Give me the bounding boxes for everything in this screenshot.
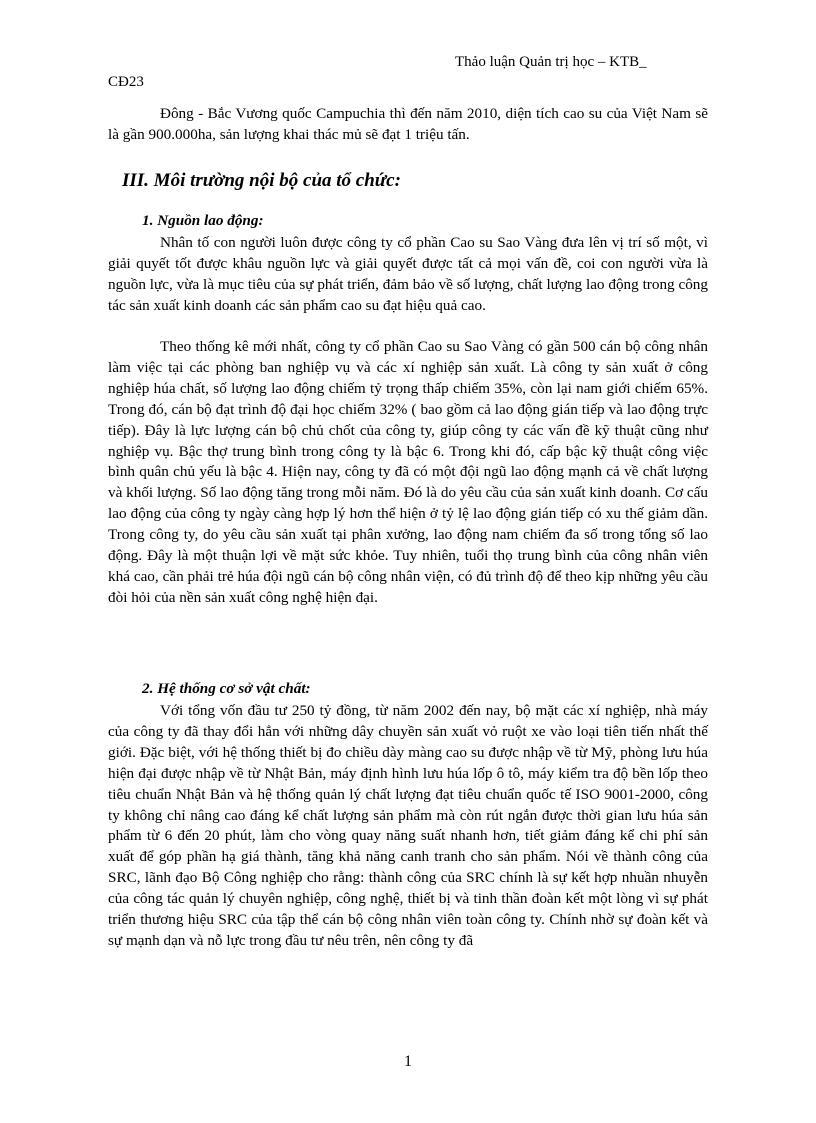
- page-number: 1: [404, 1053, 412, 1070]
- subsection-1-paragraph-1: Nhân tố con người luôn được công ty cổ phần Cao su Sao Vàng đưa lên vị trí số một, vì giải quyết tốt được khâu nguồn lực và giải quyết được tất cả mọi vấn đề, coi con người vừa là nguồn lực, vừa là mục tiêu của sự phát triển, đảm bảo về số lượng, chất lượng lao động trong công tác sản xuất kinh doanh các sản phẩm cao su đạt hiệu quả cao.: [108, 234, 708, 314]
- subsection-1-title: 1. Nguồn lao động:: [142, 212, 264, 229]
- subsection-2-paragraph-1: Với tổng vốn đầu tư 250 tỷ đồng, từ năm 2002 đến nay, bộ mặt các xí nghiệp, nhà máy của công ty đã thay đổi hẳn với những dây chuyền sản xuất vỏ ruột xe vào loại tiên tiến nhất thế giới. Đặc biệt, với hệ thống thiết bị đo chiều dày màng cao su được nhập về từ Mỹ, phòng lưu húa hiện đại được nhập về từ Nhật Bản, máy định hình lưu húa lốp ô tô, máy kiểm tra độ bền lốp theo tiêu chuẩn Nhật Bản và hệ thống quản lý chất lượng đạt tiêu chuẩn quốc tế ISO 9001-2000, công ty không chỉ nâng cao đáng kể chất lượng sản phẩm mà còn rút ngắn được thời gian lưu húa sản phẩm từ 6 đến 20 phút, làm cho vòng quay năng suất nhanh hơn, tiết giảm đáng kể chi phí sản xuất để góp phần hạ giá thành, tăng khả năng canh tranh cho sản phẩm. Nói về thành công của SRC, lãnh đạo Bộ Công nghiệp cho rằng: thành công của SRC chính là sự kết hợp nhuần nhuyễn của công tác quản lý chuyên nghiệp, công nghệ, thiết bị và tinh thần đoàn kết một lòng vì sự phát triển thương hiệu SRC của tập thể cán bộ công nhân viên toàn công ty. Chính nhờ sự đoàn kết và sự mạnh dạn và nỗ lực trong đầu tư nêu trên, nên công ty đã: [108, 702, 708, 949]
- subsection-1-paragraph-2: Theo thống kê mới nhất, công ty cổ phần Cao su Sao Vàng có gần 500 cán bộ công nhân làm việc tại các phòng ban nghiệp vụ và các xí nghiệp sản xuất. Là công ty sản xuất ở công nghiệp húa chất, số lượng lao động chiếm tỷ trọng thấp chiếm 35%, còn lại nam giới chiếm 65%. Trong đó, cán bộ đạt trình độ đại học chiếm 32% ( bao gồm cả lao động gián tiếp và lao động trực tiếp). Đây là lực lượng cán bộ chủ chốt của công ty, giúp công ty các vấn đề kỹ thuật cũng như nghiệp vụ. Bậc thợ trung bình trong công ty là bậc 6. Trong khi đó, cấp bậc kỹ thuật công việc bình quân chủ yếu là bậc 4. Hiện nay, công ty đã có một đội ngũ lao động mạnh cả về chất lượng và khối lượng. Số lao động tăng trong mỗi năm. Đó là do yêu cầu của sản xuất kinh doanh. Cơ cấu lao động của công ty ngày càng hợp lý hơn thể hiện ở tỷ lệ lao động gián tiếp có xu thế giảm dần. Trong công ty, do yêu cầu sản xuất tại phân xưởng, lao động nam chiếm đa số trong tổng số lao động. Đây là một thuận lợi về mặt sức khỏe. Tuy nhiên, tuổi thọ trung bình của công nhân viên khá cao, cần phải trẻ húa đội ngũ cán bộ công nhân viện, có đủ trình độ để theo kịp những yêu cầu đòi hỏi của nền sản xuất công nghệ hiện đại.: [108, 338, 708, 606]
- intro-paragraph: Đông - Bắc Vương quốc Campuchia thì đến năm 2010, diện tích cao su của Việt Nam sẽ là gần 900.000ha, sản lượng khai thác mủ sẽ đạt 1 triệu tấn.: [108, 105, 708, 143]
- header-title: Thảo luận Quản trị học – KTB_: [455, 54, 647, 70]
- subsection-2-title: 2. Hệ thống cơ sở vật chất:: [142, 680, 311, 697]
- section-heading: III. Môi trường nội bộ của tổ chức:: [122, 170, 401, 191]
- header-class-code: CĐ23: [108, 74, 144, 90]
